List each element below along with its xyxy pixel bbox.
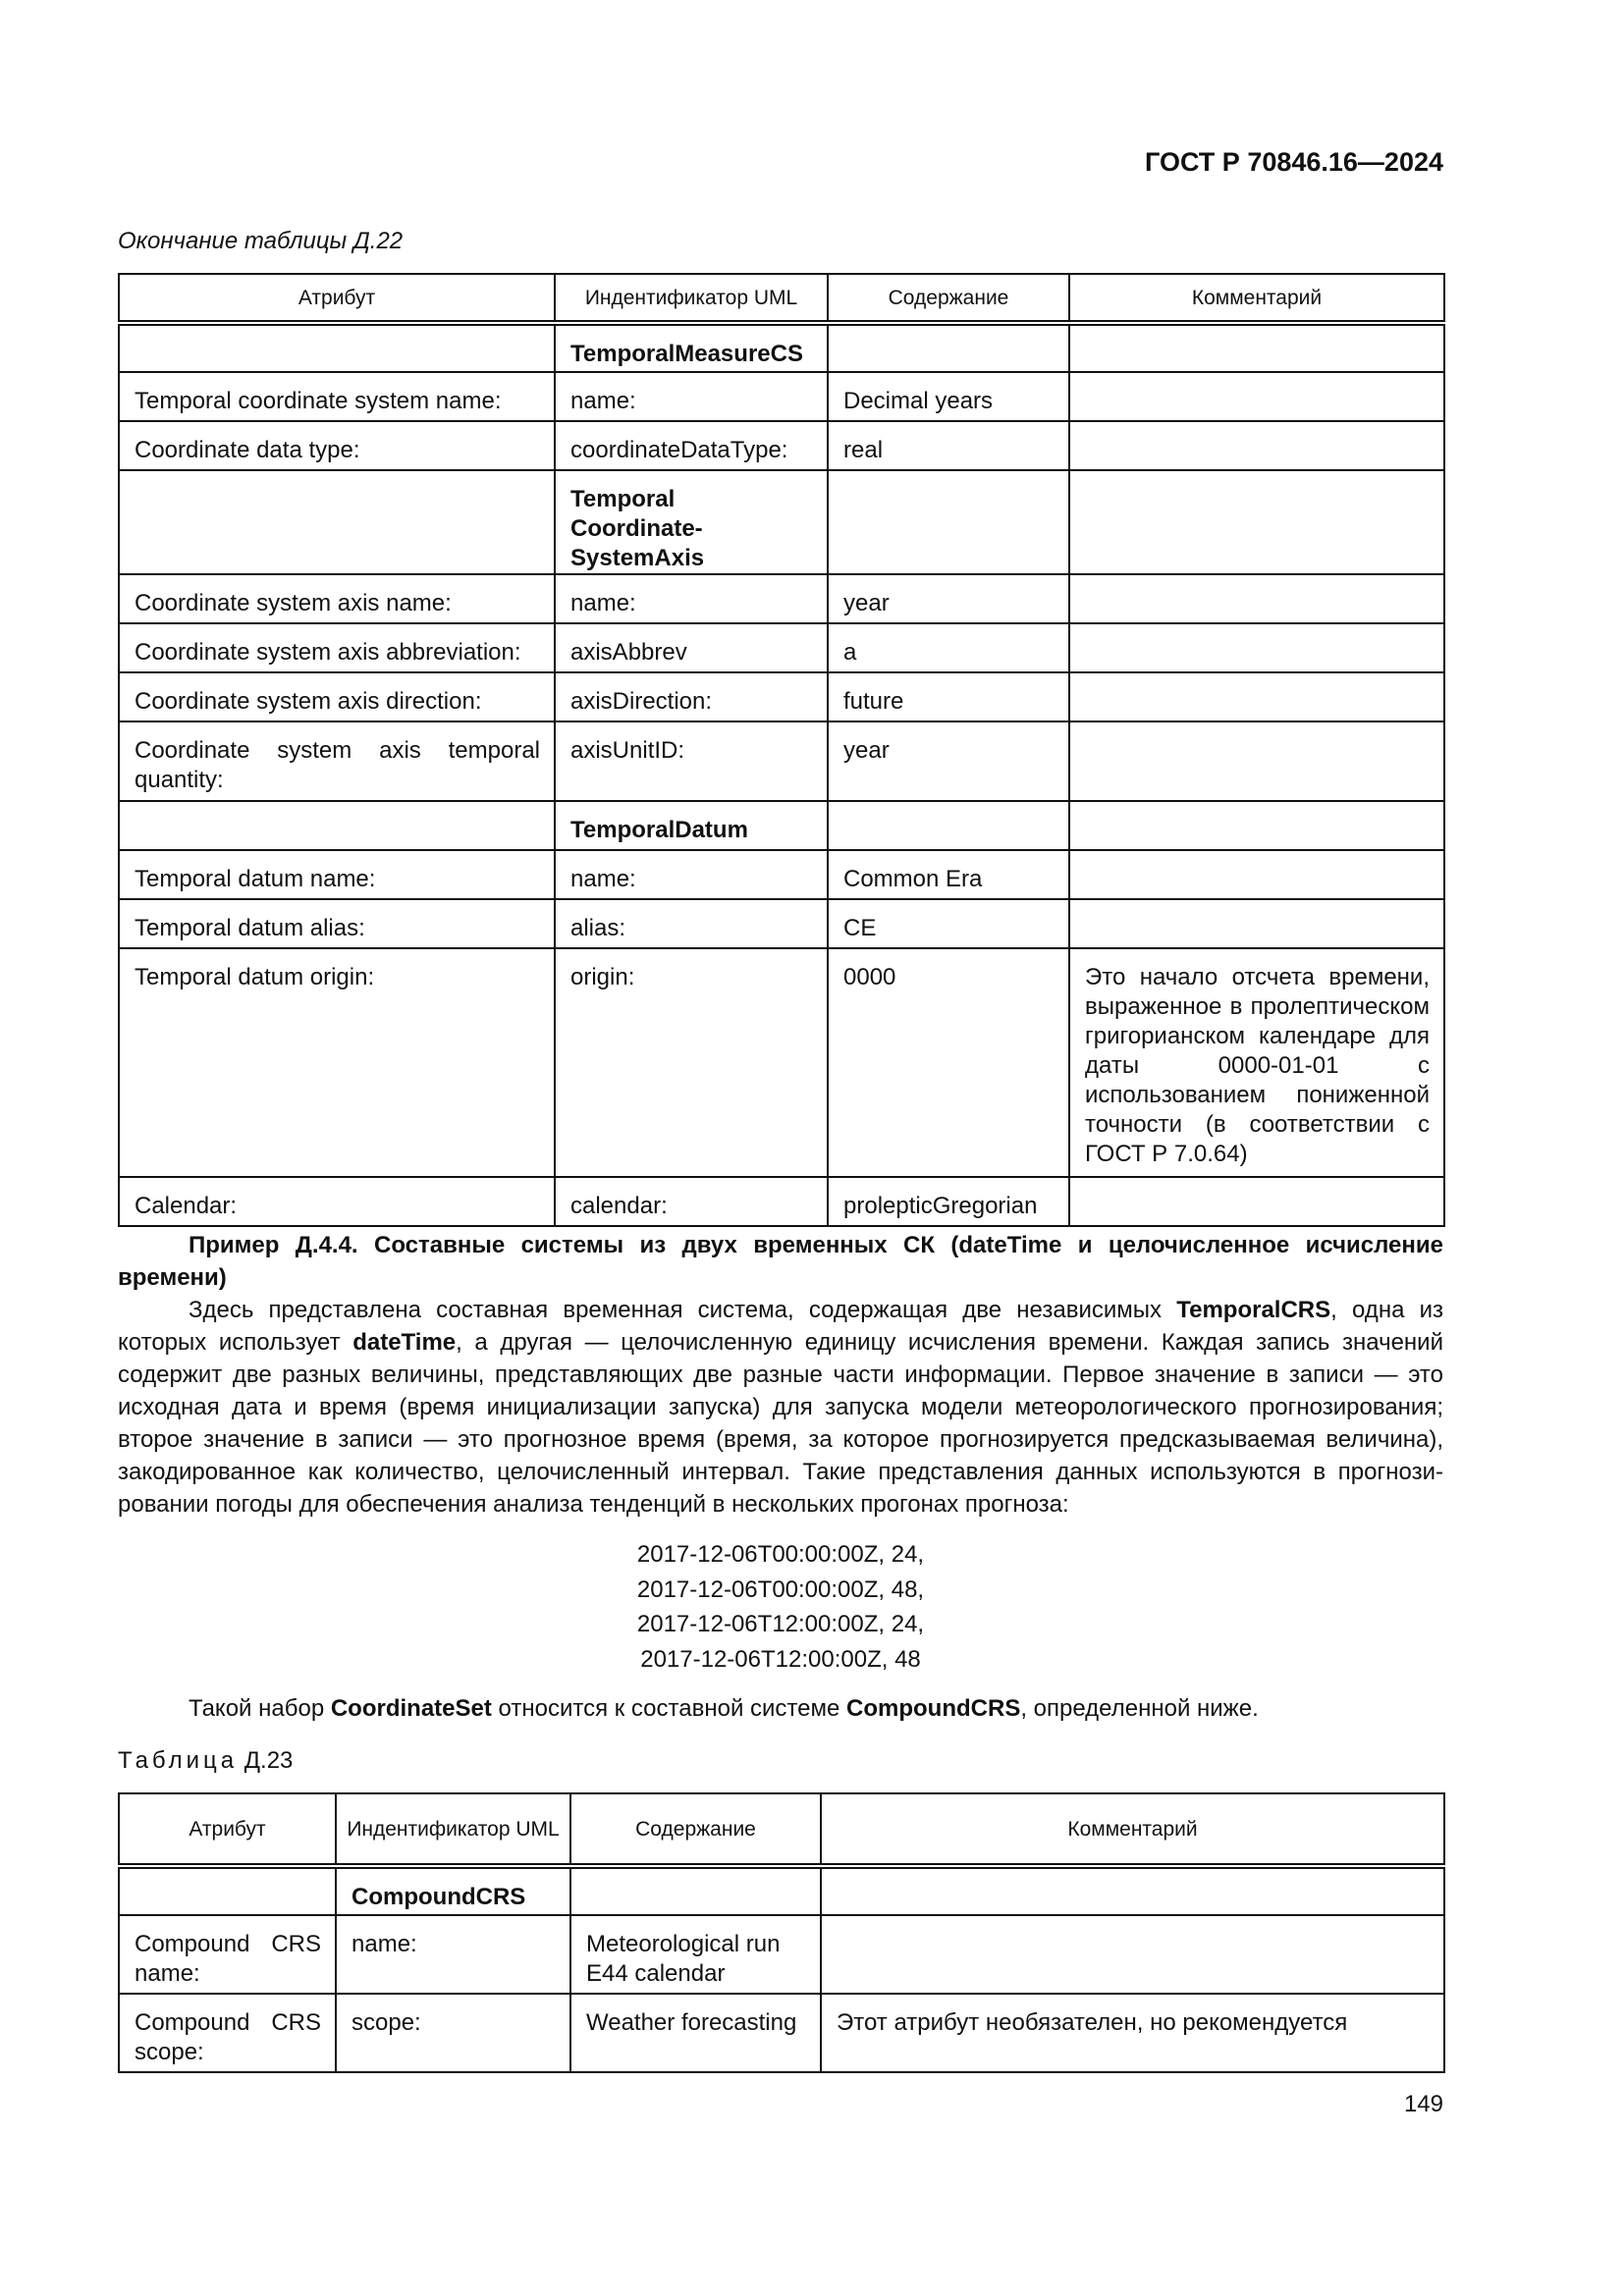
cell-uml: axisDirection: xyxy=(555,672,828,721)
cell-uml: Temporal Coordinate-SystemAxis xyxy=(555,470,828,574)
table-row xyxy=(119,1915,1444,1994)
cell-attr: Temporal datum name: xyxy=(119,850,555,899)
column-header: Комментарий xyxy=(1069,274,1444,323)
cell-uml: TemporalMeasureCS xyxy=(555,323,828,372)
cell-comment: Это начало отсчета времени, выраженное в пролептическом григорианском календаре для даты 0000-01-01 с использованием пониженной точности (в соответствии с ГОСТ Р 7.0.64) xyxy=(1069,948,1444,1177)
column-header: Комментарий xyxy=(821,1793,1444,1866)
cell-uml: name: xyxy=(555,850,828,899)
table-row xyxy=(119,899,1444,948)
cell-uml: calendar: xyxy=(555,1177,828,1226)
cell-attr: Coordinate data type: xyxy=(119,421,555,470)
table-caption: Окончание таблицы Д.22 xyxy=(118,228,404,254)
cell-uml: axisUnitID: xyxy=(555,721,828,801)
cell-attr xyxy=(119,470,555,574)
table-d23 xyxy=(118,1792,1445,2073)
column-header: Атрибут xyxy=(119,1793,336,1866)
cell-comment xyxy=(821,1915,1444,1994)
table-row xyxy=(119,721,1444,801)
cell-comment xyxy=(1069,574,1444,623)
cell-comment xyxy=(1069,623,1444,672)
cell-comment xyxy=(1069,323,1444,372)
table-row xyxy=(119,948,1444,1177)
column-header: Содержание xyxy=(570,1793,821,1866)
table-row xyxy=(119,1994,1444,2072)
cell-comment xyxy=(1069,801,1444,850)
table-row xyxy=(119,323,1444,372)
table-d22 xyxy=(118,273,1445,1227)
page-number: 149 xyxy=(1403,2091,1443,2117)
table-row xyxy=(119,372,1444,421)
column-header: Индентификатор UML xyxy=(336,1793,570,1866)
cell-attr: Coordinate system axis abbreviation: xyxy=(119,623,555,672)
cell-attr: Calendar: xyxy=(119,1177,555,1226)
cell-content xyxy=(828,323,1069,372)
cell-attr: Temporal coordinate system name: xyxy=(119,372,555,421)
document-code: ГОСТ Р 70846.16—2024 xyxy=(1145,147,1443,177)
cell-uml: name: xyxy=(555,372,828,421)
cell-uml: alias: xyxy=(555,899,828,948)
record: 2017-12-06T00:00:00Z, 48, xyxy=(636,1575,925,1603)
coordinate-records xyxy=(118,1537,1443,1677)
cell-content: Meteorological run E44 calendar xyxy=(570,1915,821,1994)
column-header: Индентификатор UML xyxy=(555,274,828,323)
table-row xyxy=(119,623,1444,672)
example-paragraph: Здесь представлена составная временная система, содержащая две независимых TemporalCRS, одна из которых использует dateTime, а другая — целочисленную единицу исчисления времени. Каждая запись значений содержит две разных величины, представляющих две разные части информации. Первое значение в записи — это исходная дата и время (время инициализации запуска) для запуска модели метеорологического прогнозирования; второе значение в записи — это прогнозное время (время, за которое прогнозируется предсказываемая величина), закодированное как количество, целочисленный интервал. Такие представления данных используются в прогнозировании погоды для обеспечения анализа тенденций в нескольких прогонах прогноза: xyxy=(118,1297,1444,1518)
table-row xyxy=(119,801,1444,850)
table-row xyxy=(119,850,1444,899)
cell-uml: scope: xyxy=(336,1994,570,2072)
cell-comment: Этот атрибут необязателен, но рекомендуется xyxy=(821,1994,1444,2072)
cell-comment xyxy=(1069,470,1444,574)
cell-content: Weather forecasting xyxy=(570,1994,821,2072)
cell-content xyxy=(828,801,1069,850)
cell-content: a xyxy=(828,623,1069,672)
cell-attr: Compound CRS scope: xyxy=(119,1994,336,2072)
cell-content: year xyxy=(828,574,1069,623)
cell-comment xyxy=(821,1866,1444,1915)
cell-attr: Compound CRS name: xyxy=(119,1915,336,1994)
cell-comment xyxy=(1069,899,1444,948)
cell-attr: Coordinate system axis name: xyxy=(119,574,555,623)
cell-content: 0000 xyxy=(828,948,1069,1177)
cell-comment xyxy=(1069,421,1444,470)
record: 2017-12-06T00:00:00Z, 24, xyxy=(636,1541,925,1568)
paragraph: Такой набор CoordinateSet относится к составной системе CompoundCRS, определенной ниже. xyxy=(189,1695,1259,1722)
cell-comment xyxy=(1069,850,1444,899)
cell-uml: name: xyxy=(555,574,828,623)
cell-uml: name: xyxy=(336,1915,570,1994)
cell-content: future xyxy=(828,672,1069,721)
table-row xyxy=(119,672,1444,721)
cell-content: prolepticGregorian xyxy=(828,1177,1069,1226)
column-header: Содержание xyxy=(828,274,1069,323)
table-row xyxy=(119,421,1444,470)
example-title: Пример Д.4.4. Составные системы из двух временных СК (dateTime и целочисленное исчисление времени) xyxy=(118,1232,1443,1291)
table-caption: Таблица Д.23 xyxy=(118,1747,294,1774)
cell-uml: CompoundCRS xyxy=(336,1866,570,1915)
table-row xyxy=(119,574,1444,623)
column-header: Атрибут xyxy=(119,274,555,323)
cell-uml: TemporalDatum xyxy=(555,801,828,850)
record: 2017-12-06T12:00:00Z, 48 xyxy=(640,1645,921,1673)
cell-attr xyxy=(119,801,555,850)
cell-content: Decimal years xyxy=(828,372,1069,421)
cell-content: CE xyxy=(828,899,1069,948)
cell-content xyxy=(828,470,1069,574)
cell-uml: axisAbbrev xyxy=(555,623,828,672)
cell-content xyxy=(570,1866,821,1915)
cell-comment xyxy=(1069,672,1444,721)
cell-attr: Coordinate system axis temporal quantity: xyxy=(119,721,555,801)
cell-comment xyxy=(1069,372,1444,421)
cell-comment xyxy=(1069,721,1444,801)
cell-attr: Temporal datum alias: xyxy=(119,899,555,948)
table-row xyxy=(119,470,1444,574)
cell-content: year xyxy=(828,721,1069,801)
cell-content: real xyxy=(828,421,1069,470)
cell-content: Common Era xyxy=(828,850,1069,899)
cell-uml: origin: xyxy=(555,948,828,1177)
table-row xyxy=(119,1177,1444,1226)
record: 2017-12-06T12:00:00Z, 24, xyxy=(636,1611,925,1637)
cell-attr xyxy=(119,1866,336,1915)
table-row xyxy=(119,1866,1444,1915)
cell-attr: Temporal datum origin: xyxy=(119,948,555,1177)
cell-comment xyxy=(1069,1177,1444,1226)
cell-attr: Coordinate system axis direction: xyxy=(119,672,555,721)
cell-uml: coordinateDataType: xyxy=(555,421,828,470)
cell-attr xyxy=(119,323,555,372)
